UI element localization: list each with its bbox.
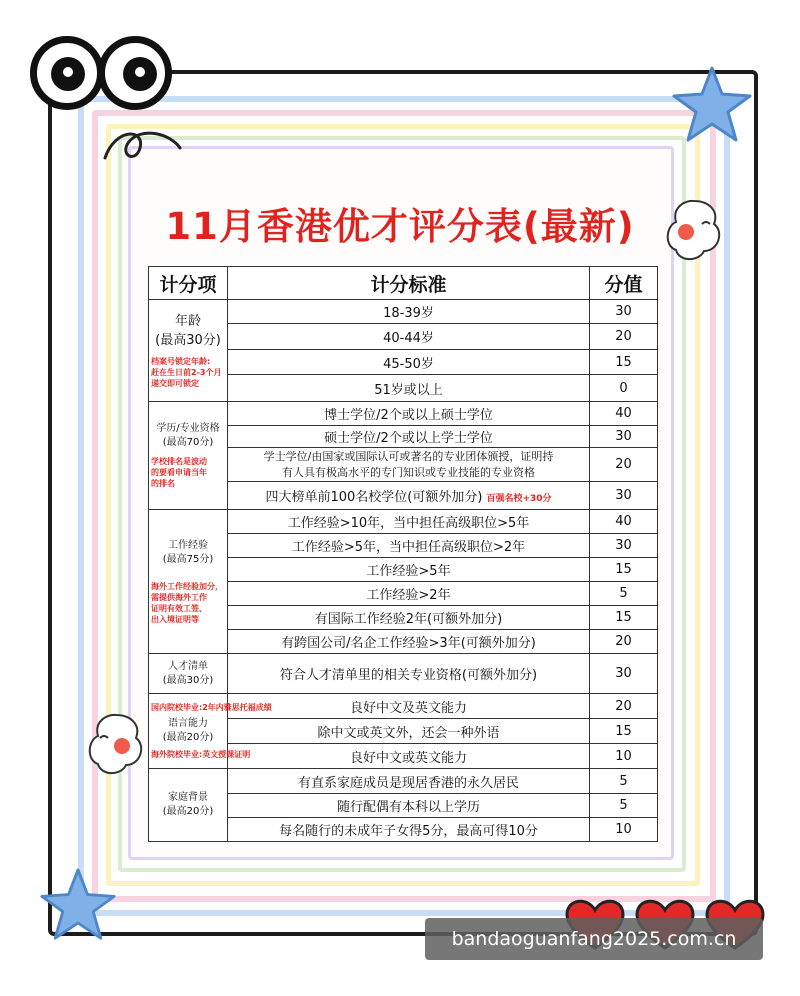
standard-cell: 18-39岁	[228, 300, 590, 324]
header-score: 分值	[590, 267, 658, 300]
standard-cell: 博士学位/2个或以上硕士学位	[228, 402, 590, 426]
header-standard: 计分标准	[228, 267, 590, 300]
score-cell: 20	[590, 630, 658, 654]
standard-cell: 符合人才清单里的相关专业资格(可额外加分)	[228, 654, 590, 694]
cloud-face-icon-left	[86, 710, 146, 780]
standard-cell: 良好中文及英文能力	[228, 694, 590, 719]
score-table	[148, 266, 658, 842]
score-cell: 0	[590, 375, 658, 402]
score-cell: 10	[590, 744, 658, 769]
category-label: 语言能力	[168, 718, 208, 729]
standard-cell: 每名随行的未成年子女得5分，最高可得10分	[228, 818, 590, 842]
score-cell: 5	[590, 582, 658, 606]
standard-cell: 工作经验>2年	[228, 582, 590, 606]
category-family	[149, 769, 228, 842]
standard-cell: 硕士学位/2个或以上学士学位	[228, 426, 590, 448]
score-cell: 30	[590, 300, 658, 324]
bonus-note: 百强名校+30分	[486, 494, 552, 504]
category-work	[149, 510, 228, 654]
score-cell: 40	[590, 402, 658, 426]
category-education	[149, 402, 228, 510]
score-cell: 30	[590, 426, 658, 448]
category-max: (最高20分)	[162, 732, 214, 743]
watermark: bandaoguanfang2025.com.cn	[425, 918, 763, 960]
header-item: 计分项	[149, 267, 228, 300]
score-cell: 20	[590, 694, 658, 719]
category-label: 人才清单	[168, 660, 208, 672]
standard-cell: 工作经验>5年，当中担任高级职位>2年	[228, 534, 590, 558]
score-cell: 30	[590, 534, 658, 558]
standard-cell: 有国际工作经验2年(可额外加分)	[228, 606, 590, 630]
table-row	[149, 694, 658, 719]
category-label: 家庭背景	[168, 792, 208, 803]
right-eye-icon	[98, 36, 172, 110]
score-cell: 40	[590, 510, 658, 534]
score-cell: 30	[590, 482, 658, 510]
score-cell: 30	[590, 654, 658, 694]
category-note-bottom: 海外院校毕业:英文授课证明	[151, 750, 251, 759]
table-row	[149, 300, 658, 324]
score-cell: 15	[590, 606, 658, 630]
category-label: 年龄	[174, 314, 201, 329]
category-label: 工作经验	[168, 539, 208, 551]
standard-cell: 良好中文或英文能力	[228, 744, 590, 769]
category-max: (最高30分)	[162, 674, 214, 686]
category-note-top: 国内院校毕业:2年内雅思托福成绩	[151, 703, 272, 712]
standard-cell: 40-44岁	[228, 324, 590, 350]
table-row	[149, 654, 658, 694]
category-label: 学历/专业资格	[156, 423, 220, 434]
standard-cell: 45-50岁	[228, 350, 590, 375]
star-icon-bottom-left	[40, 866, 116, 942]
standard-cell: 工作经验>10年，当中担任高级职位>5年	[228, 510, 590, 534]
standard-cell: 有直系家庭成员是现居香港的永久居民	[228, 769, 590, 794]
category-language	[149, 694, 272, 769]
category-talent	[149, 654, 228, 694]
score-cell: 15	[590, 558, 658, 582]
category-note: 学校排名是波动 的要看申请当年 的排名	[151, 457, 207, 488]
standard-cell: 除中文或英文外，还会一种外语	[228, 719, 590, 744]
score-cell: 15	[590, 350, 658, 375]
standard-cell: 工作经验>5年	[228, 558, 590, 582]
left-eye-icon	[30, 36, 104, 110]
category-max: (最高20分)	[162, 806, 214, 817]
table-header-row	[149, 267, 658, 300]
standard-cell: 有跨国公司/名企工作经验>3年(可额外加分)	[228, 630, 590, 654]
standard-cell: 51岁或以上	[228, 375, 590, 402]
category-note: 海外工作经验加分， 需提供海外工作 证明有效工签、 出入境证明等	[151, 581, 223, 624]
score-cell: 5	[590, 769, 658, 794]
page-title: 11月香港优才评分表(最新)	[165, 205, 635, 248]
category-max: (最高70分)	[162, 437, 214, 448]
standard-cell: 随行配偶有本科以上学历	[228, 794, 590, 818]
score-cell: 10	[590, 818, 658, 842]
star-icon-top-right	[672, 64, 752, 144]
table-row	[149, 402, 658, 426]
table-row	[149, 510, 658, 534]
swirl-doodle-icon	[100, 118, 190, 178]
table-row	[149, 769, 658, 794]
category-age	[149, 300, 228, 402]
score-cell: 20	[590, 448, 658, 482]
score-cell: 20	[590, 324, 658, 350]
standard-cell: 四大榜单前100名校学位(可额外加分) 百强名校+30分	[228, 482, 590, 510]
category-max: (最高30分)	[155, 333, 221, 348]
score-cell: 5	[590, 794, 658, 818]
category-note: 档案号锁定年龄: 赶在生日前2-3个月 递交即可锁定	[151, 357, 222, 388]
score-cell: 15	[590, 719, 658, 744]
standard-cell: 学士学位/由国家或国际认可或著名的专业团体颁授，证明持 有人具有极高水平的专门知识或专业技能的专业资格	[228, 448, 590, 482]
category-max: (最高75分)	[162, 553, 214, 565]
